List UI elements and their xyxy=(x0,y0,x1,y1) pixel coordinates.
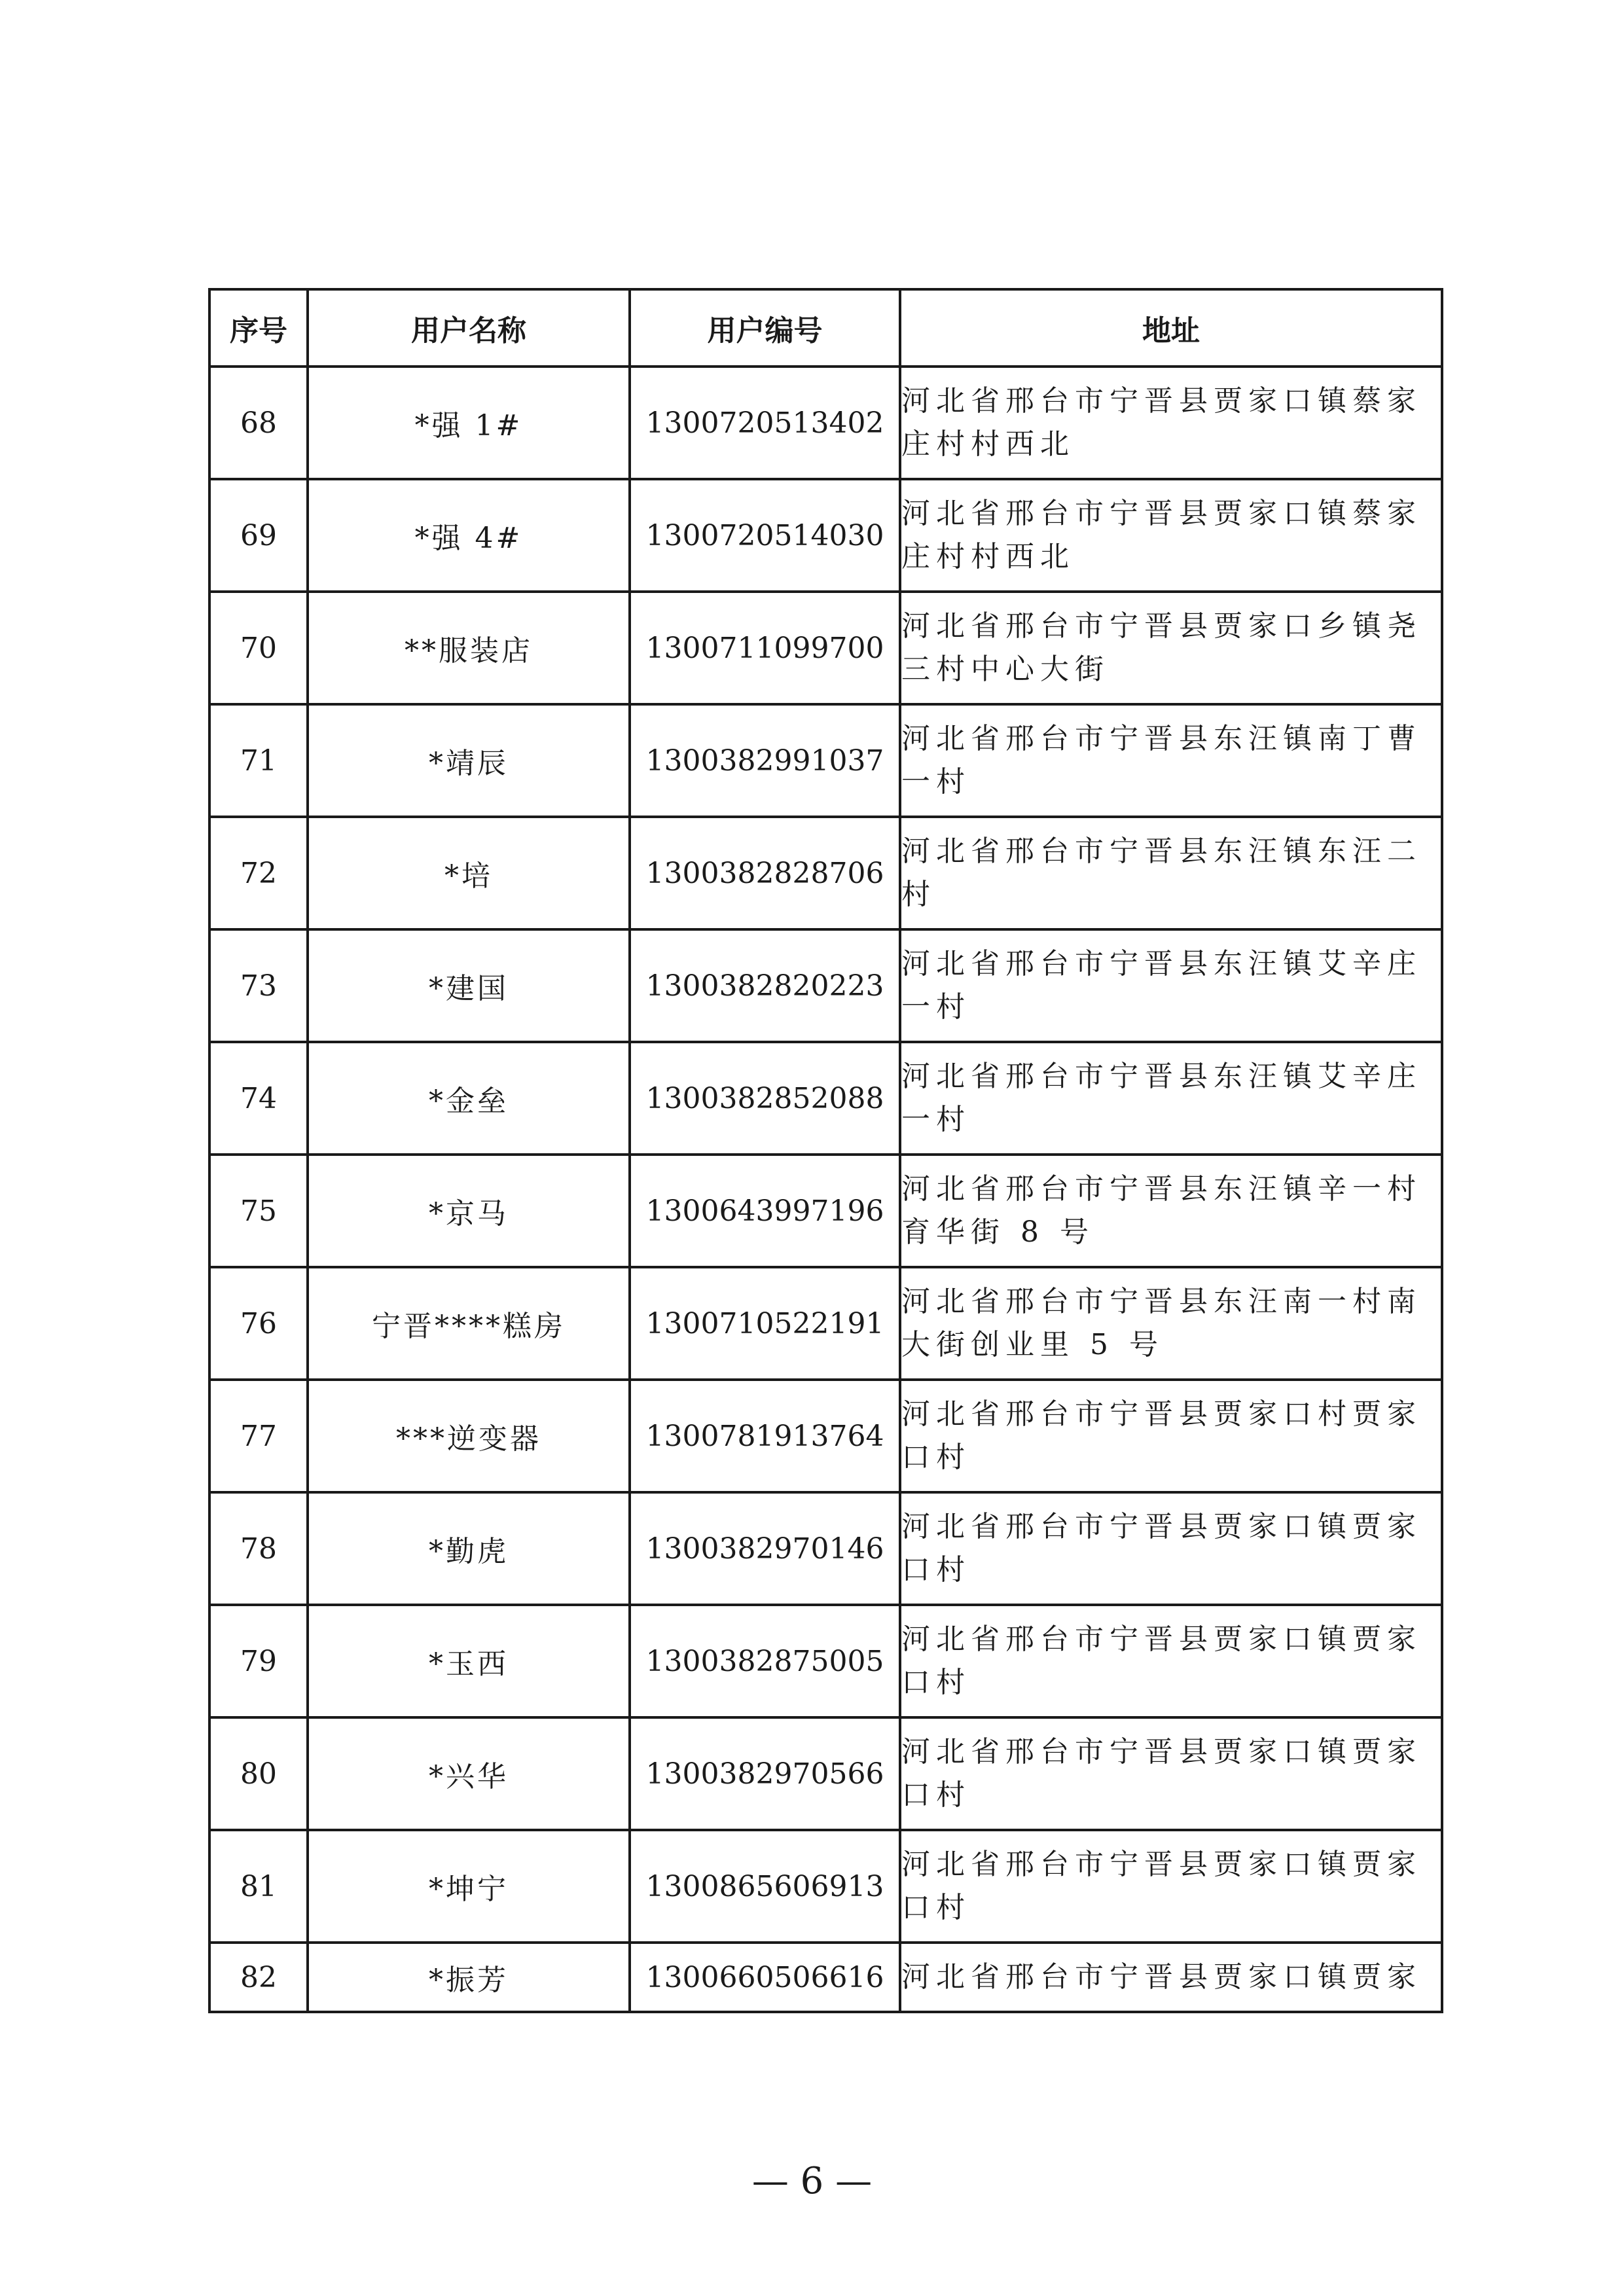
cell-seq: 82 xyxy=(209,1943,308,2012)
cell-user-name: *玉西 xyxy=(308,1605,630,1717)
table-row xyxy=(209,704,1442,817)
cell-seq: 77 xyxy=(209,1380,308,1492)
cell-user-id: 1300382970566 xyxy=(630,1717,900,1830)
cell-user-name: *建国 xyxy=(308,929,630,1042)
cell-user-id: 1300382970146 xyxy=(630,1492,900,1605)
cell-user-id: 1300711099700 xyxy=(630,592,900,704)
table-row xyxy=(209,817,1442,929)
cell-seq: 76 xyxy=(209,1267,308,1380)
cell-user-id: 1300382991037 xyxy=(630,704,900,817)
cell-user-name: *振芳 xyxy=(308,1943,630,2012)
cell-seq: 74 xyxy=(209,1042,308,1155)
header-name: 用户名称 xyxy=(308,289,630,367)
cell-user-id: 1300865606913 xyxy=(630,1830,900,1943)
cell-user-id: 1300720513402 xyxy=(630,367,900,479)
cell-address: 河北省邢台市宁晋县东汪镇南丁曹一村 xyxy=(900,704,1442,817)
cell-user-id: 1300643997196 xyxy=(630,1155,900,1267)
cell-address: 河北省邢台市宁晋县贾家口镇蔡家庄村村西北 xyxy=(900,479,1442,592)
cell-user-id: 1300382875005 xyxy=(630,1605,900,1717)
header-seq: 序号 xyxy=(209,289,308,367)
table-row xyxy=(209,367,1442,479)
cell-address: 河北省邢台市宁晋县东汪镇东汪二村 xyxy=(900,817,1442,929)
table-row xyxy=(209,929,1442,1042)
cell-seq: 78 xyxy=(209,1492,308,1605)
cell-user-id: 1300382828706 xyxy=(630,817,900,929)
table-body xyxy=(209,367,1442,2012)
table-row xyxy=(209,1267,1442,1380)
user-table xyxy=(208,288,1443,2013)
cell-seq: 81 xyxy=(209,1830,308,1943)
cell-address: 河北省邢台市宁晋县贾家口镇贾家 xyxy=(900,1943,1442,2012)
cell-user-id: 1300660506616 xyxy=(630,1943,900,2012)
cell-address: 河北省邢台市宁晋县东汪镇辛一村育华街 8 号 xyxy=(900,1155,1442,1267)
cell-address: 河北省邢台市宁晋县贾家口镇贾家口村 xyxy=(900,1830,1442,1943)
cell-user-name: *兴华 xyxy=(308,1717,630,1830)
table-row xyxy=(209,1042,1442,1155)
cell-user-name: *金垒 xyxy=(308,1042,630,1155)
table-row xyxy=(209,1155,1442,1267)
cell-seq: 70 xyxy=(209,592,308,704)
cell-address: 河北省邢台市宁晋县贾家口镇贾家口村 xyxy=(900,1492,1442,1605)
cell-user-name: *京马 xyxy=(308,1155,630,1267)
cell-user-name: **服装店 xyxy=(308,592,630,704)
table-row xyxy=(209,479,1442,592)
cell-user-id: 1300720514030 xyxy=(630,479,900,592)
cell-seq: 71 xyxy=(209,704,308,817)
cell-user-name: ***逆变器 xyxy=(308,1380,630,1492)
cell-seq: 73 xyxy=(209,929,308,1042)
cell-address: 河北省邢台市宁晋县东汪镇艾辛庄一村 xyxy=(900,929,1442,1042)
cell-address: 河北省邢台市宁晋县贾家口镇蔡家庄村村西北 xyxy=(900,367,1442,479)
cell-address: 河北省邢台市宁晋县东汪南一村南大街创业里 5 号 xyxy=(900,1267,1442,1380)
cell-seq: 75 xyxy=(209,1155,308,1267)
cell-user-name: *坤宁 xyxy=(308,1830,630,1943)
cell-user-name: *强 1# xyxy=(308,367,630,479)
cell-user-id: 1300710522191 xyxy=(630,1267,900,1380)
cell-user-id: 1300382852088 xyxy=(630,1042,900,1155)
cell-seq: 68 xyxy=(209,367,308,479)
cell-address: 河北省邢台市宁晋县贾家口乡镇尧三村中心大街 xyxy=(900,592,1442,704)
cell-address: 河北省邢台市宁晋县贾家口镇贾家口村 xyxy=(900,1717,1442,1830)
header-address: 地址 xyxy=(900,289,1442,367)
cell-user-name: *靖辰 xyxy=(308,704,630,817)
cell-user-name: 宁晋****糕房 xyxy=(308,1267,630,1380)
table-row xyxy=(209,592,1442,704)
cell-seq: 69 xyxy=(209,479,308,592)
table-header-row xyxy=(209,289,1442,367)
table-row xyxy=(209,1830,1442,1943)
table-row xyxy=(209,1492,1442,1605)
page-number: — 6 — xyxy=(751,2160,873,2202)
table-row xyxy=(209,1943,1442,2012)
cell-address: 河北省邢台市宁晋县贾家口镇贾家口村 xyxy=(900,1605,1442,1717)
cell-seq: 79 xyxy=(209,1605,308,1717)
cell-address: 河北省邢台市宁晋县贾家口村贾家口村 xyxy=(900,1380,1442,1492)
cell-address: 河北省邢台市宁晋县东汪镇艾辛庄一村 xyxy=(900,1042,1442,1155)
cell-seq: 80 xyxy=(209,1717,308,1830)
table-row xyxy=(209,1380,1442,1492)
cell-seq: 72 xyxy=(209,817,308,929)
cell-user-id: 1300781913764 xyxy=(630,1380,900,1492)
cell-user-id: 1300382820223 xyxy=(630,929,900,1042)
cell-user-name: *培 xyxy=(308,817,630,929)
table-row xyxy=(209,1605,1442,1717)
cell-user-name: *强 4# xyxy=(308,479,630,592)
cell-user-name: *勤虎 xyxy=(308,1492,630,1605)
table-row xyxy=(209,1717,1442,1830)
header-id: 用户编号 xyxy=(630,289,900,367)
